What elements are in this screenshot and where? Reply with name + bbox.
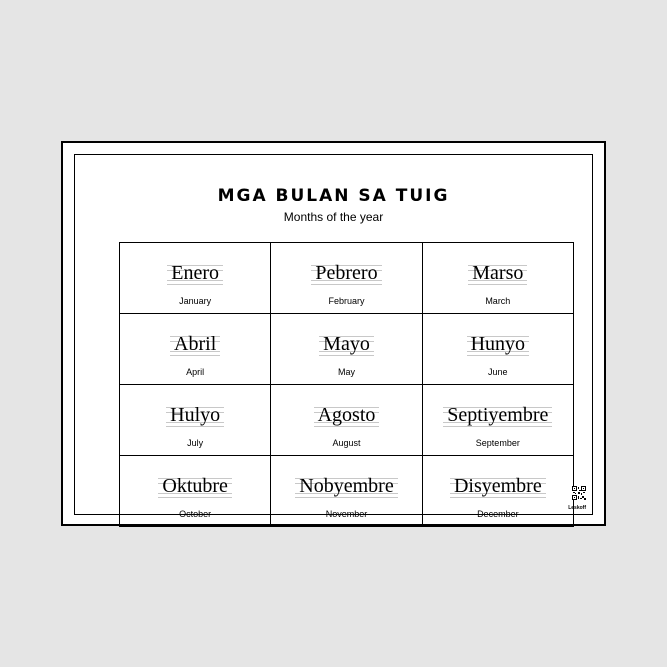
month-cell-3 <box>423 243 574 314</box>
month-word: Oktubre <box>158 473 232 499</box>
month-english: May <box>337 367 355 377</box>
month-cell-9 <box>423 385 574 456</box>
poster-title: MGA BULAN SA TUIG <box>217 186 450 206</box>
month-word: Hunyo <box>467 331 529 357</box>
month-word: Enero <box>167 260 223 286</box>
month-word: Marso <box>468 260 527 286</box>
month-cell-5 <box>271 314 422 385</box>
month-word: Agosto <box>314 402 380 428</box>
month-word: Septiyembre <box>443 402 552 428</box>
month-english: September <box>475 438 520 448</box>
brand-logo: Leskoff <box>568 505 586 511</box>
month-english: November <box>325 509 368 519</box>
month-cell-8 <box>271 385 422 456</box>
month-cell-11 <box>271 456 422 527</box>
months-grid <box>119 242 574 527</box>
month-word: Pebrero <box>311 260 381 286</box>
month-english: December <box>477 509 519 519</box>
month-english: January <box>179 296 212 306</box>
month-cell-1 <box>120 243 271 314</box>
month-english: March <box>485 296 511 306</box>
month-cell-10 <box>120 456 271 527</box>
month-word: Nobyembre <box>295 473 397 499</box>
month-cell-12 <box>423 456 574 527</box>
poster-subtitle: Months of the year <box>283 210 384 224</box>
month-word: Mayo <box>319 331 374 357</box>
month-english: June <box>488 367 508 377</box>
month-english: October <box>179 509 212 519</box>
month-english: August <box>332 438 361 448</box>
poster <box>61 141 606 526</box>
month-english: July <box>187 438 204 448</box>
month-cell-4 <box>120 314 271 385</box>
month-english: February <box>328 296 365 306</box>
month-cell-7 <box>120 385 271 456</box>
month-english: April <box>186 367 205 377</box>
month-word: Disyembre <box>450 473 546 499</box>
qr-code-icon[interactable] <box>572 486 586 500</box>
month-cell-6 <box>423 314 574 385</box>
month-word: Abril <box>170 331 220 357</box>
month-word: Hulyo <box>166 402 224 428</box>
month-cell-2 <box>271 243 422 314</box>
inner-frame <box>74 154 593 519</box>
